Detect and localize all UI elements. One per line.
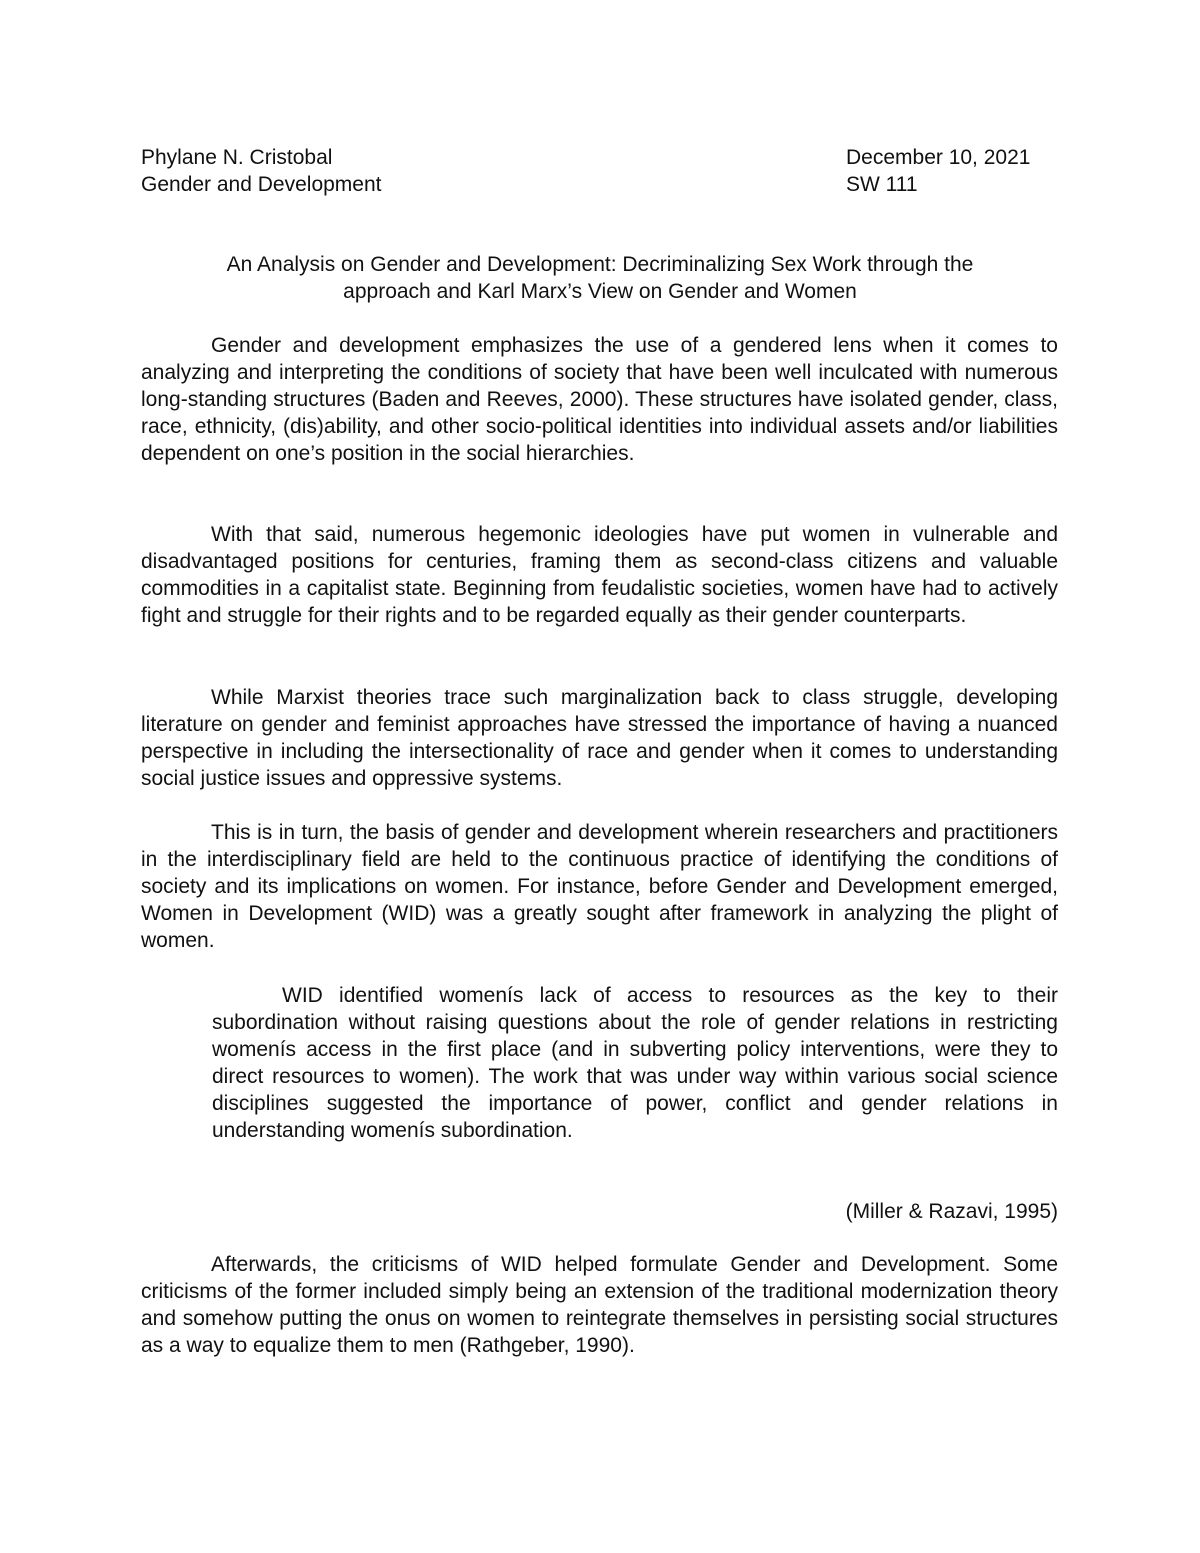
author-name: Phylane N. Cristobal [141, 146, 333, 169]
header-row-1 [141, 144, 1053, 171]
body-paragraph-1: Gender and development emphasizes the use of a gendered lens when it comes to analyzing and interpreting the conditions of society that have been well inculcated with numerous long-standing structures (Baden and Reeves, 2000). These structures have isolated gender, class, race, ethnicity, (dis)ability, and other socio-political identities into individual assets and/or liabilities dependent on one’s position in the social hierarchies. [141, 334, 1058, 465]
title-line-2: approach and Karl Marx’s View on Gender and Women [343, 280, 857, 303]
document-date: December 10, 2021 [846, 146, 1031, 169]
title-line-1: An Analysis on Gender and Development: Decriminalizing Sex Work through the [226, 253, 974, 276]
document-title [141, 251, 1059, 305]
quote-citation: (Miller & Razavi, 1995) [845, 1200, 1058, 1223]
block-quote: WID identified womenís lack of access to resources as the key to their subordination without raising questions about the role of gender relations in restricting womenís access in the first place (and in subverting policy interventions, were they to direct resources to women). The work that was under way within various social science disciplines suggested the importance of power, conflict and gender relations in understanding womenís subordination. [212, 984, 1058, 1142]
course-name: Gender and Development [141, 173, 382, 196]
body-paragraph-4: This is in turn, the basis of gender and development wherein researchers and practitioners in the interdisciplinary field are held to the continuous practice of identifying the conditions of society and its implications on women. For instance, before Gender and Development emerged, Women in Development (WID) was a greatly sought after framework in analyzing the plight of women. [141, 821, 1058, 952]
course-code: SW 111 [846, 173, 918, 196]
body-paragraph-3: While Marxist theories trace such marginalization back to class struggle, developing literature on gender and feminist approaches have stressed the importance of having a nuanced perspective in including the intersectionality of race and gender when it comes to understanding social justice issues and oppressive systems. [141, 686, 1058, 790]
body-paragraph-5: Afterwards, the criticisms of WID helped formulate Gender and Development. Some criticisms of the former included simply being an extension of the traditional modernization theory and somehow putting the onus on women to reintegrate themselves in persisting social structures as a way to equalize them to men (Rathgeber, 1990). [141, 1253, 1058, 1357]
body-paragraph-2: With that said, numerous hegemonic ideologies have put women in vulnerable and disadvantaged positions for centuries, framing them as second-class citizens and valuable commodities in a capitalist state. Beginning from feudalistic societies, women have had to actively fight and struggle for their rights and to be regarded equally as their gender counterparts. [141, 523, 1058, 627]
header-row-2 [141, 171, 1053, 198]
